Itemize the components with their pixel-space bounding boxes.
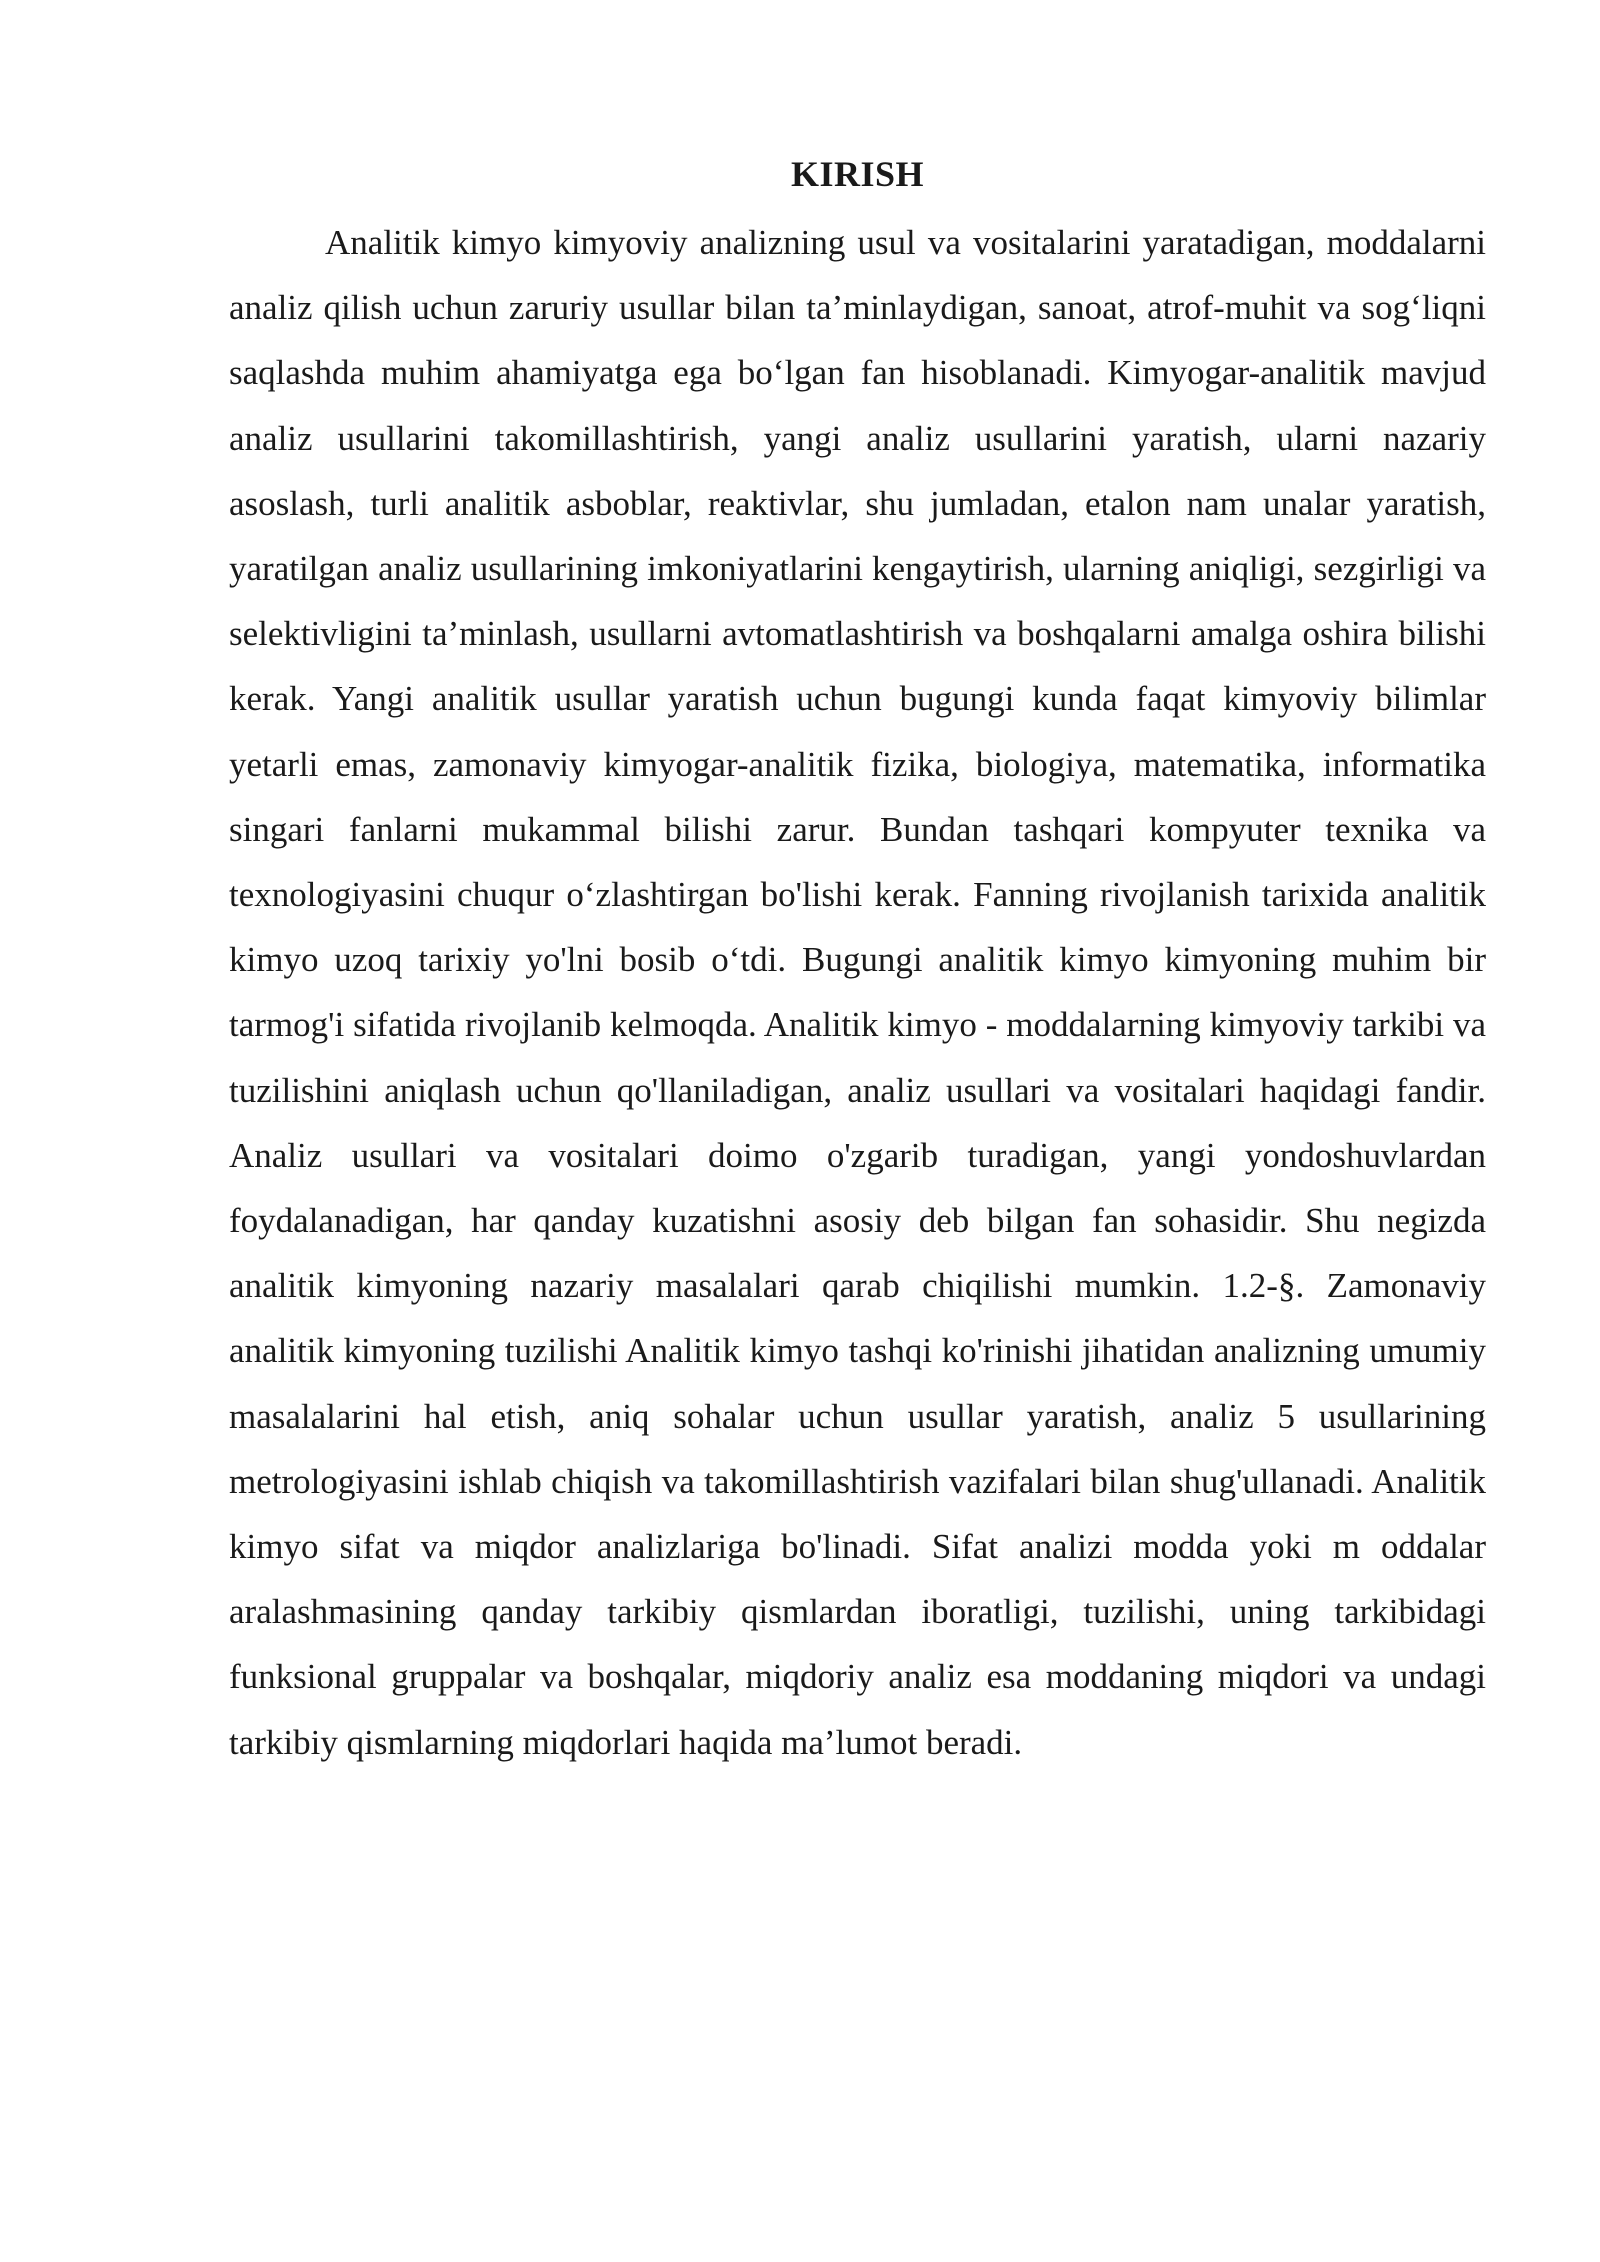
body-paragraph: Analitik kimyo kimyoviy analizning usul va vositalarini yaratadigan, moddalarni analiz qilish uchun zaruriy usullar bilan ta’minlaydigan, sanoat, atrof-muhit va sog‘liqni saqlashda muhim ahamiyatga ega bo‘lgan fan hisoblanadi. Kimyogar-analitik mavjud analiz usullarini takomillashtirish, yangi analiz usullarini yaratish, ularni nazariy asoslash, turli analitik asboblar, reaktivlar, shu jumladan, etalon nam unalar yaratish, yaratilgan analiz usullarining imkoniyatlarini kengaytirish, ularning aniqligi, sezgirligi va selektivligini ta’minlash, usullarni avtomatlashtirish va boshqalarni amalga oshira bilishi kerak. Yangi analitik usullar yaratish uchun bugungi kunda faqat kimyoviy bilimlar yetarli emas, zamonaviy kimyogar-analitik fizika, biologiya, matematika, informatika singari fanlarni mukammal bilishi zarur. Bundan tashqari kompyuter texnika va texnologiyasini chuqur o‘zlashtirgan bo'lishi kerak. Fanning rivojlanish tarixida analitik kimyo uzoq tarixiy yo'lni bosib o‘tdi. Bugungi analitik kimyo kimyoning muhim bir tarmog'i sifatida rivojlanib kelmoqda. Analitik kimyo - moddalarning kimyoviy tarkibi va tuzilishini aniqlash uchun qo'llaniladigan, analiz usullari va vositalari haqidagi fandir. Analiz usullari va vositalari doimo o'zgarib turadigan, yangi yondoshuvlardan foydalanadigan, har qanday kuzatishni asosiy deb bilgan fan sohasidir. Shu negizda analitik kimyoning nazariy masalalari qarab chiqilishi mumkin. 1.2-§. Zamonaviy analitik kimyoning tuzilishi Analitik kimyo tashqi ko'rinishi jihatidan analizning umumiy masalalarini hal etish, aniq sohalar uchun usullar yaratish, analiz 5 usullarining metrologiyasini ishlab chiqish va takomillashtirish vazifalari bilan shug'ullanadi. Analitik kimyo sifat va miqdor analizlariga bo'linadi. Sifat analizi modda yoki m oddalar aralashmasining qanday tarkibiy qismlardan iboratligi, tuzilishi, uning tarkibidagi funksional gruppalar va boshqalar, miqdoriy analiz esa moddaning miqdori va undagi tarkibiy qismlarning miqdorlari haqida ma’lumot beradi. <box>229 223 1486 1762</box>
document-content <box>229 148 1486 1775</box>
document-title: KIRISH <box>790 154 925 194</box>
